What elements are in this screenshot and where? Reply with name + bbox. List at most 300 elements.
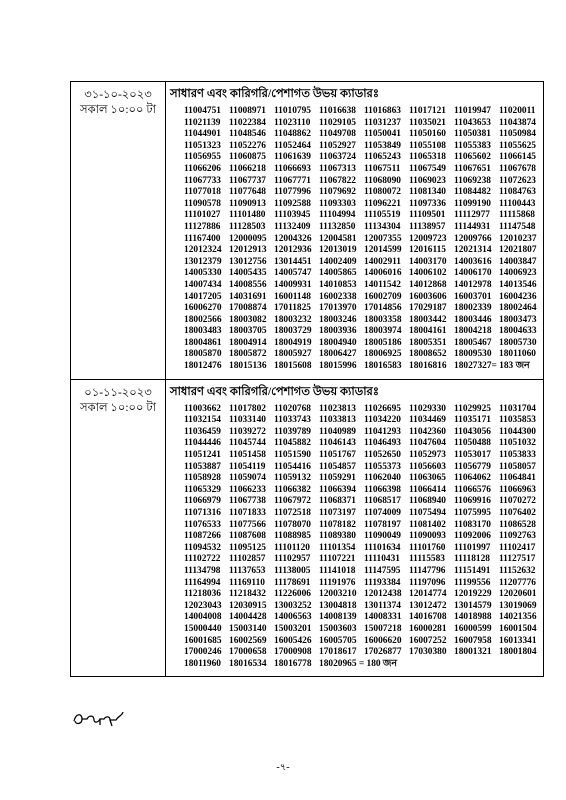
roll-number: 11059074 <box>229 473 266 484</box>
roll-number: 18005872 <box>229 349 267 360</box>
cadre-title: সাধারণ এবং কারিগরি/পেশাগত উভয় ক্যাডারঃ <box>170 385 379 398</box>
roll-number: 11101120 <box>274 542 310 553</box>
roll-number: 17018617 <box>319 647 357 658</box>
roll-number: 18004919 <box>274 337 312 348</box>
roll-number: 14009931 <box>274 279 312 290</box>
roll-number: 11147796 <box>409 565 446 576</box>
roll-row <box>184 462 537 474</box>
roll-number: 12014774 <box>409 589 447 600</box>
roll-number: 14013546 <box>499 279 537 290</box>
roll-row <box>184 315 537 327</box>
roll-number: 11054416 <box>274 461 311 472</box>
roll-number: 11164994 <box>184 577 221 588</box>
roll-number: 14012978 <box>454 279 492 290</box>
roll-row <box>184 303 537 315</box>
roll-number: 11137653 <box>229 565 266 576</box>
roll-row <box>184 624 537 636</box>
roll-number: 11055383 <box>454 140 491 151</box>
roll-number: 18004914 <box>229 337 267 348</box>
roll-number: 11115583 <box>409 554 445 565</box>
roll-row <box>184 485 537 497</box>
roll-number: 11078182 <box>319 519 356 530</box>
roll-row <box>184 152 537 164</box>
roll-number: 12012324 <box>184 245 222 256</box>
roll-number: 11073197 <box>319 508 356 518</box>
roll-number: 11045882 <box>274 438 311 449</box>
roll-number: 11087608 <box>229 531 266 542</box>
roll-number: 14016708 <box>409 612 447 623</box>
roll-row <box>184 496 537 508</box>
roll-row <box>184 199 537 211</box>
roll-number: 11044446 <box>184 438 221 449</box>
roll-row <box>184 106 537 118</box>
roll-number: 11044300 <box>499 426 536 437</box>
roll-number: 11019947 <box>454 106 491 116</box>
roll-number: 12012438 <box>364 589 402 600</box>
roll-number: 11029330 <box>409 403 446 414</box>
roll-number: 11058057 <box>499 461 536 472</box>
roll-number: 11029925 <box>454 403 491 414</box>
roll-number: 11066206 <box>184 163 221 174</box>
roll-number: 11051323 <box>184 140 221 151</box>
roll-number: 11040989 <box>319 426 356 437</box>
roll-number: 14006170 <box>454 268 492 279</box>
roll-number: 11101480 <box>229 210 266 221</box>
roll-number: 14005330 <box>184 268 222 279</box>
roll-number: 11053833 <box>499 450 536 461</box>
roll-number: 11090578 <box>184 198 221 209</box>
roll-number: 11020011 <box>499 106 536 116</box>
roll-number: 11050488 <box>454 438 491 449</box>
roll-number: 17013970 <box>319 303 357 314</box>
date-cell <box>71 82 166 380</box>
roll-number: 11134304 <box>364 221 401 232</box>
roll-number: 11048862 <box>274 129 311 140</box>
roll-number: 11004751 <box>184 106 221 116</box>
roll-number: 17030380 <box>409 647 447 658</box>
roll-number: 11066398 <box>364 484 401 495</box>
roll-number: 11067771 <box>274 175 311 186</box>
roll-row <box>184 647 537 659</box>
roll-number: 12003210 <box>319 589 357 600</box>
roll-number: 16006620 <box>364 635 402 646</box>
roll-number: 11167400 <box>184 233 221 244</box>
roll-number: 13012756 <box>229 256 267 267</box>
roll-number: 18003705 <box>229 326 267 337</box>
roll-number: 11072518 <box>274 508 311 518</box>
roll-number: 11066414 <box>409 484 446 495</box>
roll-number: 12014599 <box>364 245 402 256</box>
roll-number: 11043874 <box>499 117 536 128</box>
roll-number: 11066233 <box>229 484 266 495</box>
roll-number: 11068090 <box>364 175 401 186</box>
roll-number: 11060875 <box>229 152 266 163</box>
roll-number: 16002709 <box>364 291 402 302</box>
roll-number: 11065318 <box>409 152 446 163</box>
roll-number: 14004428 <box>229 612 267 623</box>
roll-number: 11090913 <box>229 198 266 209</box>
roll-number: 11010795 <box>274 106 311 116</box>
roll-number: 11055108 <box>409 140 446 151</box>
roll-number: 11033140 <box>229 415 266 426</box>
roll-number: 11052973 <box>409 450 446 461</box>
roll-number: 11077996 <box>274 187 311 198</box>
roll-row <box>184 292 537 304</box>
roll-number: 11110431 <box>364 554 400 565</box>
roll-number: 11052927 <box>319 140 356 151</box>
roll-number: 16002569 <box>229 635 267 646</box>
roll-number: 11039272 <box>229 426 266 437</box>
roll-number: 11067972 <box>274 496 311 507</box>
roll-number: 11075995 <box>454 508 491 518</box>
roll-number: 14003170 <box>409 256 447 267</box>
roll-number: 14031691 <box>229 291 267 302</box>
roll-number: 18005186 <box>364 337 402 348</box>
roll-number: 11089380 <box>319 531 356 542</box>
roll-number: 11059132 <box>274 473 311 484</box>
roll-number: 11029105 <box>319 117 356 128</box>
roll-number: 12012936 <box>274 245 312 256</box>
roll-number: 11092006 <box>454 531 491 542</box>
roll-number: 12020601 <box>499 589 537 600</box>
roll-number: 14007434 <box>184 279 222 290</box>
roll-number: 18016534 <box>229 658 267 669</box>
roll-number: 14008556 <box>229 279 267 290</box>
roll-number: 11101760 <box>409 542 446 553</box>
roll-number: 15000440 <box>184 623 222 634</box>
roll-row <box>184 210 537 222</box>
roll-row <box>184 659 537 671</box>
roll-number: 11099190 <box>454 198 491 209</box>
roll-number: 11078070 <box>274 519 311 530</box>
roll-number: 11102957 <box>274 554 311 565</box>
roll-number: 11064062 <box>454 473 491 484</box>
roll-row <box>184 234 537 246</box>
roll-number: 11016638 <box>319 106 356 116</box>
roll-number: 11088985 <box>274 531 311 542</box>
roll-number: 11132409 <box>274 221 311 232</box>
roll-number: 17000908 <box>274 647 312 658</box>
roll-number: 11069023 <box>409 175 446 186</box>
roll-number: 11084482 <box>454 187 491 198</box>
roll-number: 18011960 <box>184 658 221 669</box>
schedule-row <box>71 379 544 677</box>
roll-row <box>184 636 537 648</box>
roll-number: 16001685 <box>184 635 222 646</box>
roll-number: 11138957 <box>409 221 446 232</box>
roll-number: 16007252 <box>409 635 447 646</box>
roll-number: 11033813 <box>319 415 356 426</box>
roll-number: 14011542 <box>364 279 401 290</box>
roll-number: 16000599 <box>454 623 492 634</box>
roll-number: 11061639 <box>274 152 311 163</box>
roll-number: 18005927 <box>274 349 312 360</box>
roll-number: 18001321 <box>454 647 492 658</box>
roll-number-list <box>166 101 543 379</box>
roll-number: 11101634 <box>364 542 401 553</box>
roll-number: 11051458 <box>229 450 266 461</box>
roll-number: 11016863 <box>364 106 401 116</box>
roll-number: 11064841 <box>499 473 536 484</box>
roll-number: 11051241 <box>184 450 221 461</box>
roll-number: 14004008 <box>184 612 222 623</box>
exam-time: সকাল ১০:০০ টা <box>80 401 156 414</box>
roll-number: 11084763 <box>499 187 536 198</box>
roll-row <box>184 601 537 613</box>
roll-cell <box>166 82 544 380</box>
roll-number: 11074009 <box>364 508 401 518</box>
roll-number: 14008139 <box>319 612 357 623</box>
roll-number: 11066145 <box>499 152 536 163</box>
roll-number: 11050381 <box>454 129 491 140</box>
roll-row <box>184 245 537 257</box>
roll-number: 11052276 <box>229 140 266 151</box>
roll-number: 11169110 <box>229 577 265 588</box>
roll-number: 11095125 <box>229 542 266 553</box>
roll-number: 18006427 <box>319 349 357 360</box>
roll-number: 11118128 <box>454 554 490 565</box>
roll-number: 14017205 <box>184 291 222 302</box>
roll-number: 11138005 <box>274 565 311 576</box>
roll-number: 11086528 <box>499 519 536 530</box>
roll-row <box>184 531 537 543</box>
roll-row <box>184 129 537 141</box>
roll-number: 18004218 <box>454 326 492 337</box>
roll-number: 11097336 <box>409 198 446 209</box>
roll-number: 14005865 <box>319 268 357 279</box>
roll-number: 11049708 <box>319 129 356 140</box>
roll-number: 11034220 <box>364 415 401 426</box>
roll-row <box>184 450 537 462</box>
roll-number: 11050984 <box>499 129 536 140</box>
roll-number: 15007218 <box>364 623 402 634</box>
total-count: 18027327= 183 জন <box>454 361 530 372</box>
roll-number: 11141018 <box>319 565 356 576</box>
roll-row <box>184 415 537 427</box>
roll-number: 18003473 <box>499 314 537 325</box>
roll-number: 11090093 <box>409 531 446 542</box>
roll-row <box>184 187 537 199</box>
roll-number: 11197096 <box>409 577 446 588</box>
roll-number: 11044901 <box>184 129 221 140</box>
roll-number: 11193384 <box>364 577 401 588</box>
roll-row <box>184 118 537 130</box>
roll-number: 16003701 <box>454 291 492 302</box>
roll-number: 11107221 <box>319 554 356 565</box>
roll-number: 11033743 <box>274 415 311 426</box>
roll-number: 18003082 <box>229 314 267 325</box>
roll-number: 16007958 <box>454 635 492 646</box>
roll-number: 11112977 <box>454 210 490 221</box>
roll-row <box>184 222 537 234</box>
roll-number: 11101997 <box>454 542 491 553</box>
roll-number: 12000095 <box>229 233 267 244</box>
roll-number: 11067733 <box>184 175 221 186</box>
roll-number: 11081402 <box>409 519 446 530</box>
roll-number: 14006923 <box>499 268 537 279</box>
roll-row <box>184 280 537 292</box>
roll-number: 11077648 <box>229 187 266 198</box>
roll-number: 11054119 <box>229 461 266 472</box>
roll-number: 11066576 <box>454 484 491 495</box>
roll-number: 11076533 <box>184 519 221 530</box>
roll-number: 11080072 <box>364 187 401 198</box>
roll-number: 11053017 <box>454 450 491 461</box>
roll-number: 11063724 <box>319 152 356 163</box>
roll-number: 11056955 <box>184 152 221 163</box>
roll-number: 11039789 <box>274 426 311 437</box>
roll-number: 11178691 <box>274 577 311 588</box>
roll-number: 11147595 <box>364 565 401 576</box>
roll-number: 13014579 <box>454 600 492 611</box>
roll-number: 16003606 <box>409 291 447 302</box>
roll-row <box>184 543 537 555</box>
roll-number: 12016115 <box>409 245 446 256</box>
roll-number: 11034469 <box>409 415 446 426</box>
roll-number: 18008652 <box>409 349 447 360</box>
roll-number: 11058928 <box>184 473 221 484</box>
roll-number: 14002409 <box>319 256 357 267</box>
roll-number: 18016778 <box>274 658 312 669</box>
roll-number: 11023110 <box>274 117 311 128</box>
roll-number: 11102857 <box>229 554 266 565</box>
roll-number: 11066382 <box>274 484 311 495</box>
roll-number: 11035853 <box>499 415 536 426</box>
roll-number: 11066979 <box>184 496 221 507</box>
roll-number: 11226006 <box>274 589 311 600</box>
roll-number: 11066693 <box>274 163 311 174</box>
roll-number: 14003616 <box>454 256 492 267</box>
roll-number: 18003974 <box>364 326 402 337</box>
roll-number: 11051767 <box>319 450 356 461</box>
roll-number: 11090049 <box>364 531 401 542</box>
roll-number: 18002566 <box>184 314 222 325</box>
roll-number: 12009766 <box>454 233 492 244</box>
roll-number: 17026877 <box>364 647 402 658</box>
roll-number: 11066218 <box>229 163 266 174</box>
schedule-table <box>70 81 544 677</box>
roll-row <box>184 141 537 153</box>
roll-row <box>184 438 537 450</box>
roll-row <box>184 612 537 624</box>
roll-number: 11071316 <box>184 508 221 518</box>
roll-number: 11101354 <box>319 542 356 553</box>
roll-number: 11017121 <box>409 106 446 116</box>
roll-number: 11067738 <box>229 496 266 507</box>
roll-number: 11067549 <box>409 163 446 174</box>
roll-number: 11017802 <box>229 403 266 414</box>
roll-number: 14006563 <box>274 612 312 623</box>
roll-number: 11094532 <box>184 542 221 553</box>
roll-number: 11076402 <box>499 508 536 518</box>
roll-number: 11067678 <box>499 163 536 174</box>
roll-number: 11035021 <box>409 117 446 128</box>
roll-number: 15003140 <box>229 623 267 634</box>
roll-number: 16001504 <box>499 623 537 634</box>
roll-number: 18004161 <box>409 326 447 337</box>
roll-number: 11081340 <box>409 187 446 198</box>
roll-number: 14010853 <box>319 279 357 290</box>
roll-number: 16001148 <box>274 291 311 302</box>
roll-number: 11043653 <box>454 117 491 128</box>
roll-number: 18003729 <box>274 326 312 337</box>
roll-number: 16004236 <box>499 291 537 302</box>
roll-number: 12010237 <box>499 233 537 244</box>
roll-number: 17008874 <box>229 303 267 314</box>
roll-row <box>184 404 537 416</box>
roll-number: 14002911 <box>364 256 401 267</box>
roll-number: 11021139 <box>184 117 221 128</box>
roll-number: 11218432 <box>229 589 266 600</box>
roll-number: 11051032 <box>499 438 536 449</box>
roll-row <box>184 164 537 176</box>
roll-number: 11023813 <box>319 403 356 414</box>
roll-row <box>184 578 537 590</box>
roll-number: 11065329 <box>184 484 221 495</box>
roll-number: 17000658 <box>229 647 267 658</box>
roll-row <box>184 508 537 520</box>
roll-number: 18005730 <box>499 337 537 348</box>
roll-row <box>184 520 537 532</box>
roll-number: 18003483 <box>184 326 222 337</box>
roll-number: 11055625 <box>499 140 536 151</box>
roll-number: 11103945 <box>274 210 311 221</box>
roll-number: 11070272 <box>499 496 536 507</box>
roll-number: 12030915 <box>229 600 267 611</box>
roll-number: 12013019 <box>319 245 357 256</box>
exam-date: ০১-১১-২০২৩ <box>84 386 152 399</box>
date-cell <box>71 379 166 677</box>
roll-row <box>184 427 537 439</box>
roll-number: 17029187 <box>409 303 447 314</box>
roll-number: 11092763 <box>499 531 536 542</box>
roll-number: 11068371 <box>319 496 356 507</box>
roll-number: 18011060 <box>499 349 536 360</box>
roll-number: 18005467 <box>454 337 492 348</box>
roll-number: 11056779 <box>454 461 491 472</box>
exam-date: ৩১-১০-২০২৩ <box>84 89 152 101</box>
roll-row <box>184 554 537 566</box>
roll-number: 11052464 <box>274 140 311 151</box>
roll-number: 11055373 <box>364 461 401 472</box>
roll-number: 17011825 <box>274 303 311 314</box>
roll-number: 11151491 <box>454 565 491 576</box>
roll-number: 18003246 <box>319 314 357 325</box>
roll-number: 11032154 <box>184 415 221 426</box>
roll-number: 16002338 <box>319 291 357 302</box>
roll-number: 18012476 <box>184 361 222 372</box>
roll-number: 11048546 <box>229 129 266 140</box>
roll-number: 11042360 <box>409 426 446 437</box>
roll-number: 11105519 <box>364 210 401 221</box>
roll-number: 18009530 <box>454 349 492 360</box>
roll-number: 11022384 <box>229 117 266 128</box>
roll-number: 18002339 <box>454 303 492 314</box>
roll-number: 12007355 <box>364 233 402 244</box>
roll-number: 13014451 <box>274 256 312 267</box>
roll-number: 11056603 <box>409 461 446 472</box>
roll-number: 17014856 <box>364 303 402 314</box>
roll-number: 11079692 <box>319 187 356 198</box>
roll-number: 16013341 <box>499 635 537 646</box>
roll-number: 11147548 <box>499 221 536 232</box>
roll-number: 11072623 <box>499 175 536 186</box>
roll-number: 11067511 <box>364 163 401 174</box>
roll-number: 11063065 <box>409 473 446 484</box>
roll-number: 14005747 <box>274 268 312 279</box>
roll-number: 12004581 <box>319 233 357 244</box>
roll-number: 11065243 <box>364 152 401 163</box>
